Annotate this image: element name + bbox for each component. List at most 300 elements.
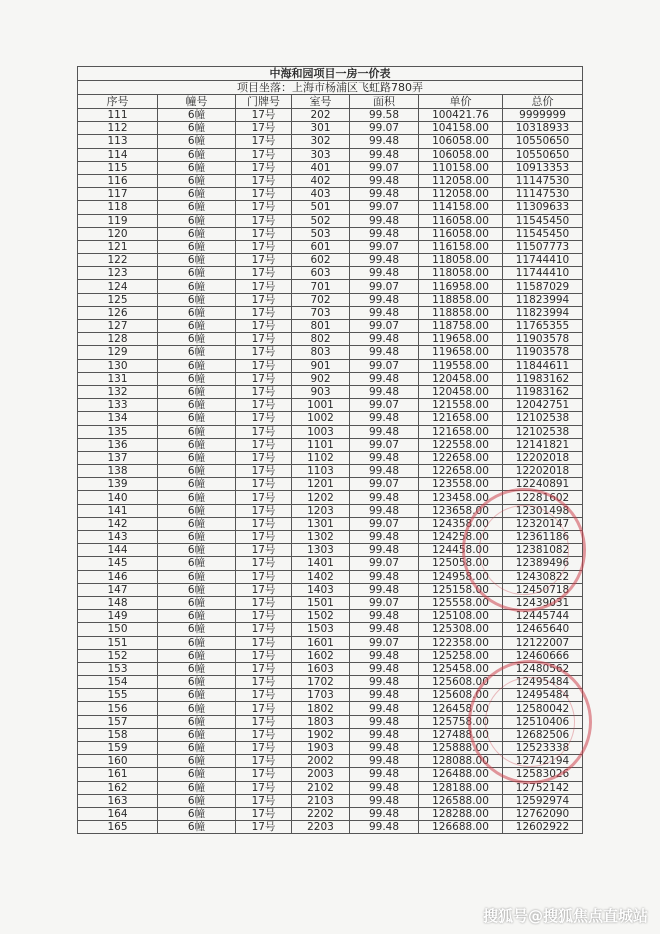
table-cell: 110158.00: [419, 161, 503, 174]
table-cell: 1202: [292, 491, 350, 504]
table-cell: 116058.00: [419, 214, 503, 227]
table-cell: 6幢: [158, 465, 236, 478]
table-cell: 6幢: [158, 570, 236, 583]
table-cell: 124958.00: [419, 570, 503, 583]
table-row: [78, 333, 583, 346]
table-cell: 17号: [236, 372, 292, 385]
table-cell: 11903578: [503, 333, 583, 346]
table-title: 中海和园项目一房一价表: [78, 67, 583, 81]
table-cell: 128088.00: [419, 755, 503, 768]
table-cell: 1002: [292, 412, 350, 425]
table-cell: 99.48: [350, 689, 419, 702]
table-cell: 99.48: [350, 821, 419, 834]
table-row: [78, 385, 583, 398]
table-cell: 10550650: [503, 135, 583, 148]
table-cell: 99.48: [350, 794, 419, 807]
table-cell: 150: [78, 623, 158, 636]
table-cell: 12450718: [503, 583, 583, 596]
table-cell: 17号: [236, 742, 292, 755]
table-cell: 122358.00: [419, 636, 503, 649]
column-header: 门牌号: [236, 95, 292, 109]
table-cell: 99.07: [350, 240, 419, 253]
table-cell: 116: [78, 174, 158, 187]
table-cell: 17号: [236, 478, 292, 491]
table-row: [78, 702, 583, 715]
table-cell: 99.48: [350, 293, 419, 306]
table-row: [78, 544, 583, 557]
table-cell: 1702: [292, 676, 350, 689]
table-cell: 503: [292, 227, 350, 240]
table-cell: 111: [78, 109, 158, 122]
table-cell: 9999999: [503, 109, 583, 122]
table-cell: 99.48: [350, 174, 419, 187]
table-cell: 122: [78, 254, 158, 267]
table-cell: 11983162: [503, 385, 583, 398]
table-cell: 144: [78, 544, 158, 557]
table-cell: 17号: [236, 425, 292, 438]
table-cell: 17号: [236, 517, 292, 530]
table-cell: 121: [78, 240, 158, 253]
table-cell: 130: [78, 359, 158, 372]
table-cell: 2003: [292, 768, 350, 781]
table-cell: 118: [78, 201, 158, 214]
table-row: [78, 715, 583, 728]
table-cell: 6幢: [158, 438, 236, 451]
table-cell: 17号: [236, 491, 292, 504]
table-cell: 12495484: [503, 689, 583, 702]
table-cell: 99.48: [350, 465, 419, 478]
table-cell: 12465640: [503, 623, 583, 636]
table-cell: 99.48: [350, 715, 419, 728]
table-cell: 6幢: [158, 517, 236, 530]
table-cell: 12460666: [503, 649, 583, 662]
table-cell: 12445744: [503, 610, 583, 623]
table-row: [78, 636, 583, 649]
table-cell: 149: [78, 610, 158, 623]
table-cell: 6幢: [158, 306, 236, 319]
table-cell: 99.48: [350, 583, 419, 596]
table-cell: 99.48: [350, 728, 419, 741]
table-cell: 1503: [292, 623, 350, 636]
table-cell: 125888.00: [419, 742, 503, 755]
table-cell: 6幢: [158, 636, 236, 649]
table-cell: 17号: [236, 781, 292, 794]
table-cell: 17号: [236, 412, 292, 425]
column-header: 幢号: [158, 95, 236, 109]
table-cell: 99.48: [350, 781, 419, 794]
table-cell: 99.48: [350, 267, 419, 280]
table-cell: 6幢: [158, 676, 236, 689]
table-cell: 6幢: [158, 531, 236, 544]
table-cell: 161: [78, 768, 158, 781]
table-cell: 12361186: [503, 531, 583, 544]
table-cell: 99.48: [350, 385, 419, 398]
table-row: [78, 122, 583, 135]
table-cell: 139: [78, 478, 158, 491]
table-cell: 17号: [236, 544, 292, 557]
table-cell: 601: [292, 240, 350, 253]
table-row: [78, 491, 583, 504]
table-cell: 602: [292, 254, 350, 267]
table-cell: 128: [78, 333, 158, 346]
table-cell: 17号: [236, 570, 292, 583]
table-cell: 6幢: [158, 214, 236, 227]
table-cell: 99.48: [350, 491, 419, 504]
table-cell: 125458.00: [419, 662, 503, 675]
table-cell: 1903: [292, 742, 350, 755]
table-cell: 126488.00: [419, 768, 503, 781]
table-cell: 402: [292, 174, 350, 187]
table-cell: 99.48: [350, 504, 419, 517]
table-cell: 12742194: [503, 755, 583, 768]
table-cell: 6幢: [158, 728, 236, 741]
table-row: [78, 517, 583, 530]
table-cell: 2202: [292, 807, 350, 820]
table-cell: 12240891: [503, 478, 583, 491]
table-cell: 1401: [292, 557, 350, 570]
table-cell: 12141821: [503, 438, 583, 451]
table-cell: 1603: [292, 662, 350, 675]
table-cell: 122658.00: [419, 451, 503, 464]
table-cell: 6幢: [158, 135, 236, 148]
table-row: [78, 570, 583, 583]
table-cell: 303: [292, 148, 350, 161]
table-cell: 99.07: [350, 438, 419, 451]
table-cell: 99.07: [350, 636, 419, 649]
table-cell: 151: [78, 636, 158, 649]
table-cell: 6幢: [158, 715, 236, 728]
column-header: 序号: [78, 95, 158, 109]
table-cell: 17号: [236, 346, 292, 359]
table-cell: 99.07: [350, 399, 419, 412]
table-cell: 6幢: [158, 807, 236, 820]
table-cell: 121658.00: [419, 425, 503, 438]
table-cell: 17号: [236, 385, 292, 398]
table-cell: 17号: [236, 728, 292, 741]
table-cell: 1502: [292, 610, 350, 623]
table-cell: 125758.00: [419, 715, 503, 728]
table-cell: 126688.00: [419, 821, 503, 834]
table-row: [78, 188, 583, 201]
table-cell: 123: [78, 267, 158, 280]
table-cell: 112058.00: [419, 188, 503, 201]
table-cell: 119658.00: [419, 333, 503, 346]
table-cell: 6幢: [158, 372, 236, 385]
table-cell: 123658.00: [419, 504, 503, 517]
table-row: [78, 742, 583, 755]
table-cell: 6幢: [158, 623, 236, 636]
table-cell: 11823994: [503, 306, 583, 319]
table-cell: 99.48: [350, 451, 419, 464]
table-cell: 99.48: [350, 610, 419, 623]
table-cell: 17号: [236, 531, 292, 544]
table-row: [78, 214, 583, 227]
table-cell: 99.48: [350, 346, 419, 359]
table-cell: 17号: [236, 662, 292, 675]
table-cell: 603: [292, 267, 350, 280]
table-cell: 141: [78, 504, 158, 517]
table-cell: 118058.00: [419, 267, 503, 280]
table-cell: 801: [292, 320, 350, 333]
table-row: [78, 794, 583, 807]
table-row: [78, 755, 583, 768]
table-cell: 6幢: [158, 346, 236, 359]
table-cell: 99.48: [350, 188, 419, 201]
table-cell: 99.48: [350, 214, 419, 227]
table-cell: 6幢: [158, 122, 236, 135]
table-cell: 11147530: [503, 188, 583, 201]
column-header: 单价: [419, 95, 503, 109]
table-row: [78, 728, 583, 741]
table-row: [78, 201, 583, 214]
table-row: [78, 781, 583, 794]
table-cell: 1501: [292, 596, 350, 609]
table-cell: 131: [78, 372, 158, 385]
table-cell: 133: [78, 399, 158, 412]
table-cell: 17号: [236, 280, 292, 293]
table-cell: 702: [292, 293, 350, 306]
table-cell: 117: [78, 188, 158, 201]
table-cell: 122658.00: [419, 465, 503, 478]
table-cell: 701: [292, 280, 350, 293]
table-cell: 6幢: [158, 240, 236, 253]
table-cell: 118858.00: [419, 293, 503, 306]
table-cell: 156: [78, 702, 158, 715]
table-cell: 122558.00: [419, 438, 503, 451]
table-cell: 17号: [236, 135, 292, 148]
table-cell: 1301: [292, 517, 350, 530]
table-cell: 163: [78, 794, 158, 807]
table-cell: 10913353: [503, 161, 583, 174]
table-cell: 99.07: [350, 478, 419, 491]
table-cell: 11844611: [503, 359, 583, 372]
table-cell: 12042751: [503, 399, 583, 412]
table-row: [78, 807, 583, 820]
table-cell: 17号: [236, 438, 292, 451]
table-cell: 12202018: [503, 451, 583, 464]
table-cell: 11545450: [503, 214, 583, 227]
table-cell: 6幢: [158, 174, 236, 187]
table-cell: 134: [78, 412, 158, 425]
table-cell: 128188.00: [419, 781, 503, 794]
table-cell: 17号: [236, 636, 292, 649]
table-row: [78, 478, 583, 491]
table-row: [78, 425, 583, 438]
table-cell: 1103: [292, 465, 350, 478]
table-cell: 6幢: [158, 425, 236, 438]
table-cell: 99.48: [350, 755, 419, 768]
table-cell: 17号: [236, 596, 292, 609]
table-cell: 17号: [236, 610, 292, 623]
table-cell: 125558.00: [419, 596, 503, 609]
table-cell: 126: [78, 306, 158, 319]
watermark: 搜狐号@搜狐焦点直城站: [482, 907, 648, 925]
table-row: [78, 306, 583, 319]
table-cell: 17号: [236, 320, 292, 333]
table-cell: 501: [292, 201, 350, 214]
table-row: [78, 254, 583, 267]
table-cell: 114: [78, 148, 158, 161]
table-cell: 1001: [292, 399, 350, 412]
table-cell: 17号: [236, 227, 292, 240]
table-cell: 1802: [292, 702, 350, 715]
table-cell: 6幢: [158, 359, 236, 372]
table-cell: 11545450: [503, 227, 583, 240]
table-cell: 121558.00: [419, 399, 503, 412]
table-cell: 100421.76: [419, 109, 503, 122]
table-cell: 160: [78, 755, 158, 768]
table-cell: 6幢: [158, 478, 236, 491]
table-cell: 12389496: [503, 557, 583, 570]
table-cell: 1703: [292, 689, 350, 702]
table-cell: 146: [78, 570, 158, 583]
table-cell: 116158.00: [419, 240, 503, 253]
table-cell: 11903578: [503, 346, 583, 359]
table-cell: 301: [292, 122, 350, 135]
table-row: [78, 267, 583, 280]
table-cell: 116958.00: [419, 280, 503, 293]
table-cell: 129: [78, 346, 158, 359]
table-cell: 12122007: [503, 636, 583, 649]
column-header-row: [78, 95, 583, 109]
table-cell: 112058.00: [419, 174, 503, 187]
table-cell: 1203: [292, 504, 350, 517]
table-cell: 99.07: [350, 596, 419, 609]
table-cell: 121658.00: [419, 412, 503, 425]
table-row: [78, 768, 583, 781]
table-cell: 99.07: [350, 517, 419, 530]
table-row: [78, 148, 583, 161]
table-cell: 6幢: [158, 385, 236, 398]
table-cell: 127: [78, 320, 158, 333]
table-cell: 2102: [292, 781, 350, 794]
table-cell: 99.07: [350, 557, 419, 570]
table-cell: 99.07: [350, 201, 419, 214]
table-cell: 99.48: [350, 148, 419, 161]
table-cell: 153: [78, 662, 158, 675]
table-cell: 124458.00: [419, 544, 503, 557]
table-cell: 125608.00: [419, 676, 503, 689]
table-cell: 17号: [236, 148, 292, 161]
table-cell: 17号: [236, 676, 292, 689]
table-cell: 17号: [236, 702, 292, 715]
table-cell: 17号: [236, 174, 292, 187]
table-row: [78, 596, 583, 609]
table-cell: 1102: [292, 451, 350, 464]
table-cell: 6幢: [158, 557, 236, 570]
table-cell: 6幢: [158, 491, 236, 504]
table-cell: 119558.00: [419, 359, 503, 372]
table-cell: 12430822: [503, 570, 583, 583]
table-cell: 147: [78, 583, 158, 596]
table-cell: 126588.00: [419, 794, 503, 807]
table-cell: 120: [78, 227, 158, 240]
table-cell: 202: [292, 109, 350, 122]
table-cell: 99.48: [350, 768, 419, 781]
table-cell: 1302: [292, 531, 350, 544]
table-cell: 17号: [236, 306, 292, 319]
table-cell: 6幢: [158, 293, 236, 306]
table-row: [78, 662, 583, 675]
table-row: [78, 399, 583, 412]
table-cell: 17号: [236, 451, 292, 464]
table-cell: 125608.00: [419, 689, 503, 702]
table-cell: 99.48: [350, 372, 419, 385]
table-cell: 17号: [236, 201, 292, 214]
table-cell: 99.48: [350, 649, 419, 662]
table-cell: 142: [78, 517, 158, 530]
table-row: [78, 161, 583, 174]
table-cell: 17号: [236, 188, 292, 201]
table-row: [78, 359, 583, 372]
column-header: 室号: [292, 95, 350, 109]
table-cell: 162: [78, 781, 158, 794]
table-row: [78, 583, 583, 596]
table-cell: 12381082: [503, 544, 583, 557]
table-cell: 99.48: [350, 412, 419, 425]
table-cell: 17号: [236, 768, 292, 781]
table-cell: 112: [78, 122, 158, 135]
table-cell: 138: [78, 465, 158, 478]
table-cell: 6幢: [158, 821, 236, 834]
table-cell: 6幢: [158, 148, 236, 161]
table-cell: 143: [78, 531, 158, 544]
table-cell: 1201: [292, 478, 350, 491]
table-row: [78, 135, 583, 148]
table-row: [78, 227, 583, 240]
project-address: 项目坐落：上海市杨浦区飞虹路780弄: [78, 81, 583, 95]
table-cell: 125108.00: [419, 610, 503, 623]
table-row: [78, 109, 583, 122]
table-cell: 17号: [236, 240, 292, 253]
table-cell: 6幢: [158, 583, 236, 596]
table-cell: 1003: [292, 425, 350, 438]
table-cell: 12281602: [503, 491, 583, 504]
table-cell: 17号: [236, 755, 292, 768]
table-cell: 6幢: [158, 320, 236, 333]
table-cell: 118758.00: [419, 320, 503, 333]
table-cell: 124258.00: [419, 531, 503, 544]
table-cell: 127488.00: [419, 728, 503, 741]
table-cell: 17号: [236, 333, 292, 346]
table-row: [78, 689, 583, 702]
table-cell: 6幢: [158, 254, 236, 267]
table-cell: 148: [78, 596, 158, 609]
table-cell: 158: [78, 728, 158, 741]
table-cell: 1601: [292, 636, 350, 649]
table-cell: 12495484: [503, 676, 583, 689]
table-cell: 17号: [236, 214, 292, 227]
table-cell: 302: [292, 135, 350, 148]
table-cell: 17号: [236, 557, 292, 570]
table-cell: 17号: [236, 254, 292, 267]
table-row: [78, 504, 583, 517]
table-cell: 99.48: [350, 623, 419, 636]
table-row: [78, 293, 583, 306]
table-cell: 132: [78, 385, 158, 398]
table-row: [78, 346, 583, 359]
table-cell: 403: [292, 188, 350, 201]
column-header: 面积: [350, 95, 419, 109]
table-cell: 17号: [236, 715, 292, 728]
table-cell: 99.48: [350, 742, 419, 755]
table-cell: 99.07: [350, 280, 419, 293]
table-cell: 113: [78, 135, 158, 148]
table-cell: 124358.00: [419, 517, 503, 530]
table-cell: 125: [78, 293, 158, 306]
table-cell: 99.48: [350, 306, 419, 319]
table-cell: 12102538: [503, 412, 583, 425]
